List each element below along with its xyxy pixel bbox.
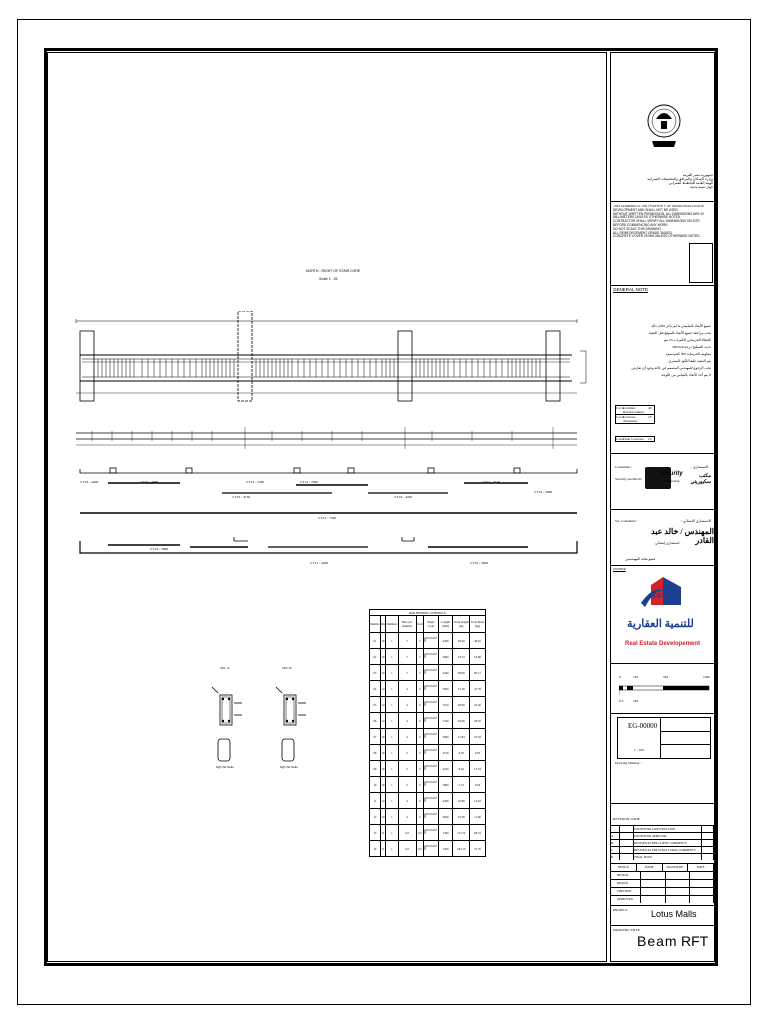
schedule-cell: 3150 [438,745,452,761]
schedule-cell: 3960 [438,729,452,745]
schedule-cell: 5440 [438,665,452,681]
schedule-cell: 16 [380,729,385,745]
schedule-row [370,761,486,777]
schedule-cell: 12 [370,809,381,825]
schedule-row [370,729,486,745]
stamp-box [689,243,713,283]
schedule-cell: 27.78 [470,681,486,697]
schedule-cell: 16 [380,633,385,649]
schedule-cell: 4 [416,729,423,745]
structural-note: عضو نقابة المهندسين [625,557,656,561]
sign-row: DRAWN [611,879,714,887]
schedule-cell: 8 [380,841,385,857]
schedule-cell: 2 [416,761,423,777]
schedule-cell: 2 [398,777,416,793]
schedule-header-row [370,616,486,633]
schedule-cell: 2 [416,777,423,793]
schedule-cell [423,793,438,809]
schedule-cell: 8 [380,825,385,841]
drawing-title: Beam [637,933,678,949]
schedule-cell: 4 [416,697,423,713]
consultant-label-ar: الاستشاري : [691,465,709,469]
graphic-scale-bar [619,683,711,695]
section-b-label: SEC B [282,666,292,670]
schedule-title: BAR BENDING SCHEDULE [370,610,486,616]
view-title: NORTH - RIGHT OF STAIR CORE [306,269,361,273]
schedule-row [370,809,486,825]
client-authority-text: جمهورية مصر العربية وزارة الإسكان والمرافق والمجتمعات العمرانية الهيئة العامة للتخطيط العمراني جهاز تنمية مدينة [647,173,713,189]
general-notes: جميع الأبعاد بالمليمتر ما لم يذكر خلاف ذلك يجب مراجعة جميع الأبعاد بالموقع قبل التنفيذ الغطاء الخرساني للكمرات 25 مم حديد التسليح درجة 360/520 مقاومة الخرسانة 300 كجم/سم2 يتم التنفيذ طبقا للكود المصري يجب الرجوع للمهندس المصمم في حالة وجود أي تعارض لا يتم أخذ الأبعاد بالقياس من اللوحة [631,324,711,377]
schedule-col-header: Total Mass (kg) [470,616,486,633]
schedule-cell: 1 [386,745,398,761]
schedule-cell: 4220 [438,761,452,777]
owner-ar: للتنمية العقارية [627,618,694,630]
schedule-cell: 46.45 [470,633,486,649]
schedule-cell [423,777,438,793]
schedule-cell: 4 [416,681,423,697]
schedule-cell: 1 [386,729,398,745]
schedule-cell: 7150 [438,697,452,713]
beam-elevation [72,311,592,403]
schedule-cell: 68.19 [470,825,486,841]
stirrups [98,359,540,377]
schedule-cell: 03 [370,665,381,681]
schedule-cell: 11.90 [470,809,486,825]
schedule-cell: 25.40 [470,697,486,713]
bar-label-1: 2 T16 - 4200 [80,480,99,484]
schedule-cell: 31.28 [453,681,470,697]
schedule-cell: 2860 [438,777,452,793]
schedule-cell: 72.70 [470,841,486,857]
schedule-row [370,841,486,857]
schedule-cell: 7 [416,633,423,649]
schedule-cell [423,681,438,697]
structural-label-ar: الاستشاري الإنشائي / [681,519,712,523]
schedule-cell [423,649,438,665]
schedule-cell: 1 [386,825,398,841]
bar-label-10: 2 T16 - 2860 [150,547,169,551]
schedule-row [370,825,486,841]
schedule-cell: 29.36 [453,713,470,729]
schedule-row [370,681,486,697]
schedule-body [370,633,486,857]
schedule-cell: 1 [386,777,398,793]
sign-row: APPROVED [611,895,714,903]
schedule-cell: 12 [380,793,385,809]
consultant-ar-logo: مكتب سكيوريتي [690,474,711,485]
schedule-cell: 1450 [438,841,452,857]
schedule-cell: 127 [398,841,416,857]
schedule-col-header: Shape Code [423,616,438,633]
schedule-cell: 26.07 [470,713,486,729]
title-block [610,52,715,962]
schedule-cell [423,729,438,745]
schedule-cell: 16 [380,665,385,681]
schedule-cell: 06 [370,713,381,729]
schedule-row [370,649,486,665]
schedule-cell: 8.44 [453,761,470,777]
bar-label-4: 2 T12 - 7820 [300,480,319,484]
schedule-cell: 7 [398,665,416,681]
bar-label-2: 2 T16 - 4960 [140,480,159,484]
section-a-note: 8@150 links [216,765,234,769]
schedule-cell: 15.84 [453,729,470,745]
schedule-cell: 1 [386,841,398,857]
legend-table-2: Conc. Plain Concrete 10 [615,436,655,442]
emblem-logo [646,97,682,159]
schedule-cell: 2 [398,761,416,777]
schedule-row [370,633,486,649]
schedule-col-header: Number [370,616,381,633]
schedule-cell: 4 [398,793,416,809]
schedule-cell: 1 [386,633,398,649]
section-a-label: SEC A [220,666,230,670]
schedule-cell: 9.04 [470,777,486,793]
schedule-cell: 7820 [438,681,452,697]
revision-row: A ISSUED FOR APPROVAL [611,832,714,839]
bar-schedule-table [369,609,486,857]
structural-label: Str. Consultant : [615,519,638,523]
drawing-title-label: DRAWING TITLE [613,928,641,932]
schedule-cell: 2 [398,745,416,761]
schedule-cell: 10 [370,777,381,793]
schedule-cell: 1 [386,793,398,809]
schedule-cell: 4 [398,697,416,713]
schedule-cell: 14 [370,841,381,857]
schedule-cell: 12 [380,713,385,729]
schedule-cell [423,761,438,777]
sign-header-row: DESIGN NAME SIGNATURE DATE [611,863,714,871]
scale-tick-1: 1M [633,675,638,679]
scale-tick-2: 5M [663,675,668,679]
schedule-cell: 07 [370,729,381,745]
schedule-cell: 1 [386,713,398,729]
schedule-cell: 1 [386,665,398,681]
schedule-cell: 04 [370,681,381,697]
schedule-cell: 7 [398,633,416,649]
consultant-logo-sub: engineering [663,479,680,483]
schedule-cell: 4200 [438,633,452,649]
legend-table: Cover Columns Reinforcement 40 Cover Concrete Thickness 25 [615,405,655,424]
bar-label-7: 2 T16 - 3150 [232,495,251,499]
top-bars-strip [72,427,592,453]
schedule-cell: 16 [380,745,385,761]
schedule-cell [423,809,438,825]
schedule-row [370,713,486,729]
schedule-cell: 7 [398,649,416,665]
revision-row: C REVISED AS PER STRUCTURAL COMMENTS [611,846,714,853]
project-label: PROJECT [613,908,628,912]
schedule-cell [423,697,438,713]
schedule-cell [423,665,438,681]
owner-en: Real Estate Developement [625,641,701,647]
schedule-row [370,793,486,809]
schedule-cell: 4 [398,809,416,825]
schedule-row [370,777,486,793]
schedule-row [370,697,486,713]
scale-sub-1: 2M [633,699,638,703]
schedule-cell: 4 [416,793,423,809]
schedule-cell: 4 [398,681,416,697]
consultant-name: Security Architects [615,477,642,481]
schedule-cell: 9.95 [470,745,486,761]
schedule-cell: 4960 [438,649,452,665]
schedule-cell: 12 [380,681,385,697]
schedule-cell: 7 [416,665,423,681]
owner-label: OWNER [613,567,626,571]
schedule-cell [423,825,438,841]
bar-label-9: 2 T12 - 7340 [318,516,337,520]
schedule-cell: 4 [416,809,423,825]
bar-label-3: 2 T16 - 5440 [246,480,265,484]
drawing-scale: 1 : 100 [634,748,644,752]
schedule-cell: 54.86 [470,649,486,665]
schedule-cell [423,745,438,761]
schedule-cell: 01 [370,633,381,649]
schedule-cell: 172.72 [453,825,470,841]
revision-row: D FINAL ISSUE [611,853,714,860]
schedule-row [370,745,486,761]
schedule-cell: 28.60 [453,697,470,713]
view-scale: Scale 1 : 25 [319,277,338,281]
sign-row: CHECKED [611,887,714,895]
schedule-cell: 127 [416,825,423,841]
schedule-cell: 34.72 [453,649,470,665]
schedule-cell: 13 [370,825,381,841]
disclaimer-notes: THIS DRAWING IS THE PROPERTY OF KAYAN REAL ESTATE DEVELOPMENT AND SHALL NOT BE USED WITHOUT WRITTEN PERMISSION. ALL DIMENSIONS ARE IN MILLIMETERS UNLESS OTHERWISE NOTED. CONTRACTOR SHALL VERIFY ALL DIMENSIONS ON SITE BEFORE COMMENCING ANY WORK. DO NOT SCALE THIS DRAWING. ALL REINFORCEMENT GRADE 360/520. CONCRETE COVER 25 MM UNLESS OTHERWISE NOTED. [613,205,705,239]
schedule-col-header: Total [416,616,423,633]
schedule-cell: 4 [398,713,416,729]
bar-label-6: 2 T16 - 3960 [534,490,553,494]
schedule-cell: 184.15 [453,841,470,857]
bar-label-12: 2 T10 - 4820 [470,561,489,565]
drawing-area [47,52,607,962]
structural-engineer: المهندس / خالد عبد القادر [651,527,714,545]
schedule-row [370,665,486,681]
schedule-cell: 4 [398,729,416,745]
scale-tick-0: 0 [619,675,621,679]
drawing-title-2: RFT [681,933,709,949]
schedule-cell: 2 [416,745,423,761]
schedule-cell: 10 [380,809,385,825]
schedule-cell: 25.03 [470,729,486,745]
schedule-cell: 16 [380,777,385,793]
schedule-cell: 29.40 [453,633,470,649]
schedule-cell: 14.92 [470,793,486,809]
schedule-cell [423,713,438,729]
owner-brand: KAYAN [651,593,678,600]
schedule-cell: 7 [416,649,423,665]
scale-sub-0: 0.5 [619,699,624,703]
schedule-cell [423,841,438,857]
schedule-col-header: Total length (m) [453,616,470,633]
revision-row: B REVISED AS PER CLIENT COMMENTS [611,839,714,846]
schedule-cell: 1 [386,809,398,825]
schedule-cell: 60.17 [470,665,486,681]
project-name: Lotus Malls [651,909,697,919]
consultant-logo: Security [659,471,683,477]
general-note-title: GENERAL NOTE [613,287,649,292]
schedule-col-header: Dia [380,616,385,633]
schedule-cell: 7340 [438,713,452,729]
schedule-cell: 38.08 [453,665,470,681]
revision-title: REVISION CODE [613,817,640,821]
bar-label-8: 2 T16 - 4220 [394,495,413,499]
bar-label-5: 2 T12 - 7150 [482,480,501,484]
schedule-cell: 11 [370,793,381,809]
schedule-cell: 127 [398,825,416,841]
section-b-note: 8@150 links [280,765,298,769]
schedule-cell: 13.34 [470,761,486,777]
schedule-cell: 09 [370,761,381,777]
schedule-col-header: Length (mm) [438,616,452,633]
sign-table [611,863,714,903]
schedule-cell: 1 [386,681,398,697]
consultant-label: Consultant : [615,465,633,469]
schedule-cell: 19.28 [453,809,470,825]
schedule-cell: 127 [416,841,423,857]
schedule-cell: 05 [370,697,381,713]
schedule-cell: 4820 [438,809,452,825]
schedule-cell: 5.72 [453,777,470,793]
sign-row: DESIGN [611,871,714,879]
schedule-cell: 4200 [438,793,452,809]
schedule-cell: 16 [380,761,385,777]
schedule-col-header: Bars per member [398,616,416,633]
schedule-cell: 1360 [438,825,452,841]
schedule-cell: 08 [370,745,381,761]
schedule-cell: 02 [370,649,381,665]
schedule-cell: 6.30 [453,745,470,761]
schedule-cell: 16.80 [453,793,470,809]
cross-sections [208,673,308,773]
bar-label-11: 2 T12 - 4200 [310,561,329,565]
schedule-cell: 12 [380,697,385,713]
schedule-cell: 4 [416,713,423,729]
revision-table [611,825,714,860]
schedule-cell: 16 [380,649,385,665]
scale-tick-3: 10M [703,675,710,679]
bar-schedule [369,609,486,857]
drawing-code-box [617,717,711,759]
drawing-code: EG-00000 [628,722,658,730]
revision-row: ISSUED FOR CONSTRUCTION [611,825,714,832]
schedule-cell: 1 [386,649,398,665]
drawing-number-label: Drawing Number : [615,761,642,765]
schedule-cell [423,633,438,649]
schedule-cell: 1 [386,697,398,713]
schedule-col-header: Members [386,616,398,633]
schedule-cell: 1 [386,761,398,777]
structural-engineer-sub: استشاري إنشائي [655,541,680,545]
